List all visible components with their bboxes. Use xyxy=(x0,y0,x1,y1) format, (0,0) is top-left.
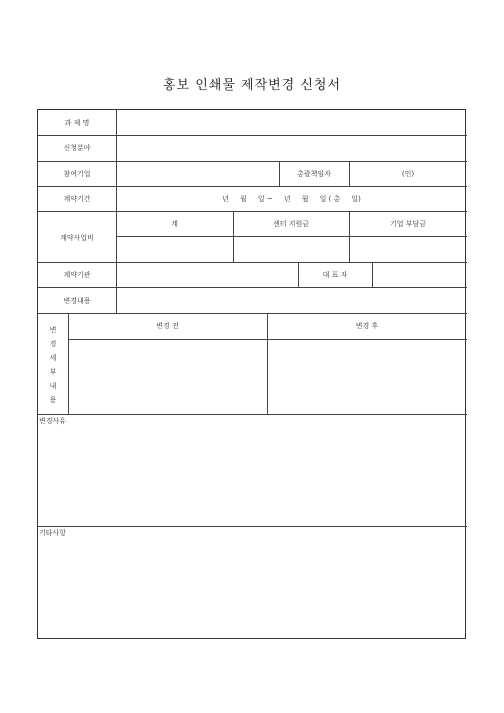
change-details-char: 내 xyxy=(49,382,57,390)
change-details-char: 용 xyxy=(49,396,57,404)
row-line xyxy=(38,414,467,415)
general-manager-label: 총괄책임자 xyxy=(297,170,331,178)
change-reason-label: 변경사유 xyxy=(39,417,67,425)
row-line xyxy=(38,161,467,162)
row-line xyxy=(38,135,467,136)
project-name-label: 과 제 명 xyxy=(64,119,90,127)
representative-label: 대 표 자 xyxy=(322,271,348,279)
application-field-label: 신청분야 xyxy=(63,144,91,152)
application-form-table xyxy=(37,109,466,639)
contract-institution-label: 계약기관 xyxy=(63,271,91,279)
cost-total-label: 계 xyxy=(171,220,178,228)
contract-period-label: 계약기간 xyxy=(63,195,91,203)
contract-period-value: 년 월 일 ~ 년 월 일 ( 총 일) xyxy=(222,195,361,203)
row-line xyxy=(38,262,467,263)
row-line xyxy=(38,211,467,212)
row-line xyxy=(38,287,467,288)
cost-center-label: 센터 지원금 xyxy=(272,220,310,228)
change-details-char: 변 xyxy=(49,326,57,334)
before-change-label: 변경 전 xyxy=(156,322,179,330)
seal-label: (인) xyxy=(401,170,415,178)
other-notes-label: 기타사항 xyxy=(39,529,67,537)
change-details-label xyxy=(38,323,68,407)
change-details-char: 세 xyxy=(49,354,57,362)
col-line xyxy=(372,262,373,287)
change-details-char: 부 xyxy=(49,368,57,376)
row-line xyxy=(38,186,467,187)
row-line xyxy=(116,236,467,237)
after-change-label: 변경 후 xyxy=(355,322,379,330)
cost-company-label: 기업 부담금 xyxy=(389,220,427,228)
contract-cost-label: 계약사업비 xyxy=(60,234,94,242)
participating-company-label: 참여기업 xyxy=(63,170,91,178)
change-content-label: 변경내용 xyxy=(63,297,91,305)
change-details-char: 경 xyxy=(49,340,57,348)
row-line xyxy=(38,526,467,527)
row-line xyxy=(38,313,467,314)
form-title: 홍보 인쇄물 제작변경 신청서 xyxy=(162,78,342,93)
